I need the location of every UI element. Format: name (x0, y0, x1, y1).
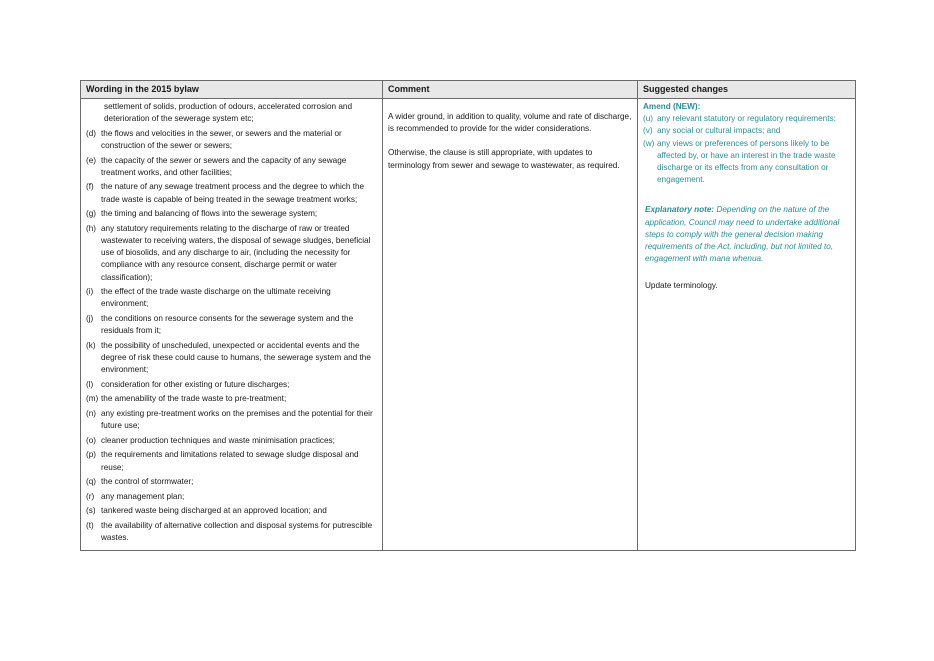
clause-text: the control of stormwater; (101, 477, 194, 487)
clause-label: (s) (86, 506, 96, 516)
clause-item (86, 476, 377, 488)
clause-label: (n) (86, 408, 97, 418)
comparison-table (80, 80, 856, 551)
amend-heading: Amend (NEW): (643, 102, 701, 111)
clause-item (86, 520, 377, 544)
clause-item (86, 128, 377, 152)
new-clause-list (643, 113, 850, 186)
clause-label: (g) (86, 209, 97, 219)
new-clause-item (643, 138, 850, 187)
clause-text: the flows and velocities in the sewer, or sewers and the material or construction of the sewer or sewers; (101, 128, 342, 150)
clause-label: (q) (86, 477, 97, 487)
clause-label: (k) (86, 340, 96, 350)
clause-text: the effect of the trade waste discharge on the ultimate receiving environment; (101, 287, 331, 309)
new-clause-item (643, 125, 850, 137)
clause-item (86, 435, 377, 447)
clause-label: (h) (86, 223, 97, 233)
clause-label: (d) (86, 128, 97, 138)
comment-cell (383, 99, 638, 551)
update-terminology: Update terminology. (645, 281, 718, 291)
clause-item (86, 181, 377, 205)
clause-label: (j) (86, 313, 94, 323)
clause-text: any management plan; (101, 491, 185, 501)
clause-label: (r) (86, 491, 95, 501)
clause-text: the availability of alternative collection and disposal systems for putrescible wastes. (101, 520, 373, 543)
clause-item (86, 286, 377, 310)
table-row (81, 99, 856, 551)
clause-item (86, 393, 377, 405)
clause-item (86, 340, 377, 377)
clause-text: consideration for other existing or future discharges; (101, 379, 290, 389)
clause-list (86, 128, 377, 545)
clause-item (86, 155, 377, 179)
new-clause-text: any relevant statutory or regulatory requirements; (657, 114, 836, 124)
clause-item (86, 491, 377, 503)
clause-text: the amenability of the trade waste to pre-treatment; (101, 394, 287, 404)
header-comment: Comment (383, 81, 638, 99)
new-clause-label: (w) (643, 138, 655, 148)
clause-text: the possibility of unscheduled, unexpected or accidental events and the degree of risk these could cause to humans, the sewerage system and the environment; (101, 340, 371, 375)
clause-continuation: settlement of solids, production of odours, accelerated corrosion and deterioration of the sewerage system etc; (104, 102, 353, 124)
clause-text: the timing and balancing of flows into the sewerage system; (101, 209, 318, 219)
new-clause-item (643, 113, 850, 125)
bylaw-comparison-table (80, 80, 855, 551)
clause-text: any statutory requirements relating to the discharge of raw or treated wastewater to receiving waters, the disposal of sewage sludges, beneficial use of biosolids, and any discharge to air, (including the necessity for compliance with any resource consent, discharge permit or water classification); (101, 223, 371, 282)
clause-item (86, 313, 377, 337)
explanatory-note-text: Depending on the nature of the application, Council may need to undertake additional steps to comply with the general decision making requirements of the Act, including, but not limited to, engagement with mana whenua. (645, 205, 840, 264)
clause-item (86, 408, 377, 432)
clause-text: tankered waste being discharged at an approved location; and (101, 506, 327, 516)
clause-item (86, 208, 377, 220)
clause-label: (p) (86, 450, 97, 460)
explanatory-note (645, 204, 850, 265)
clause-item (86, 379, 377, 391)
clause-item (86, 449, 377, 473)
new-clause-text: any views or preferences of persons likely to be affected by, or have an interest in the trade waste discharge or its effects from any consultation or engagement. (657, 138, 836, 185)
explanatory-note-label: Explanatory note: (645, 205, 715, 215)
clause-label: (m) (86, 394, 99, 404)
header-wording: Wording in the 2015 bylaw (81, 81, 383, 99)
clause-text: the capacity of the sewer or sewers and the capacity of any sewage treatment works, and other facilities; (101, 155, 347, 177)
new-clause-label: (v) (643, 126, 653, 136)
new-clause-text: any social or cultural impacts; and (657, 126, 781, 136)
comment-paragraph-2: Otherwise, the clause is still appropriate, with updates to terminology from sewer and sewage to wastewater, as required. (388, 148, 620, 170)
suggested-changes-cell (638, 99, 856, 551)
comment-paragraph-1: A wider ground, in addition to quality, volume and rate of discharge, is recommended to provide for the wider considerations. (388, 112, 632, 134)
clause-text: the nature of any sewage treatment process and the degree to which the trade waste is capable of being treated in the sewage treatment works; (101, 182, 365, 204)
clause-label: (f) (86, 182, 94, 192)
clause-label: (e) (86, 155, 97, 165)
header-suggested-changes: Suggested changes (638, 81, 856, 99)
new-clause-label: (u) (643, 114, 654, 124)
clause-text: the requirements and limitations related to sewage sludge disposal and reuse; (101, 450, 359, 472)
clause-item (86, 223, 377, 284)
header-row (81, 81, 856, 99)
clause-item (86, 505, 377, 517)
clause-text: any existing pre-treatment works on the premises and the potential for their future use; (101, 408, 373, 431)
clause-text: the conditions on resource consents for the sewerage system and the residuals from it; (101, 313, 354, 336)
clause-label: (t) (86, 520, 94, 530)
clause-label: (i) (86, 287, 94, 297)
clause-label: (l) (86, 379, 94, 389)
clause-label: (o) (86, 435, 97, 445)
bylaw-wording-cell (81, 99, 383, 551)
clause-text: cleaner production techniques and waste minimisation practices; (101, 435, 335, 445)
